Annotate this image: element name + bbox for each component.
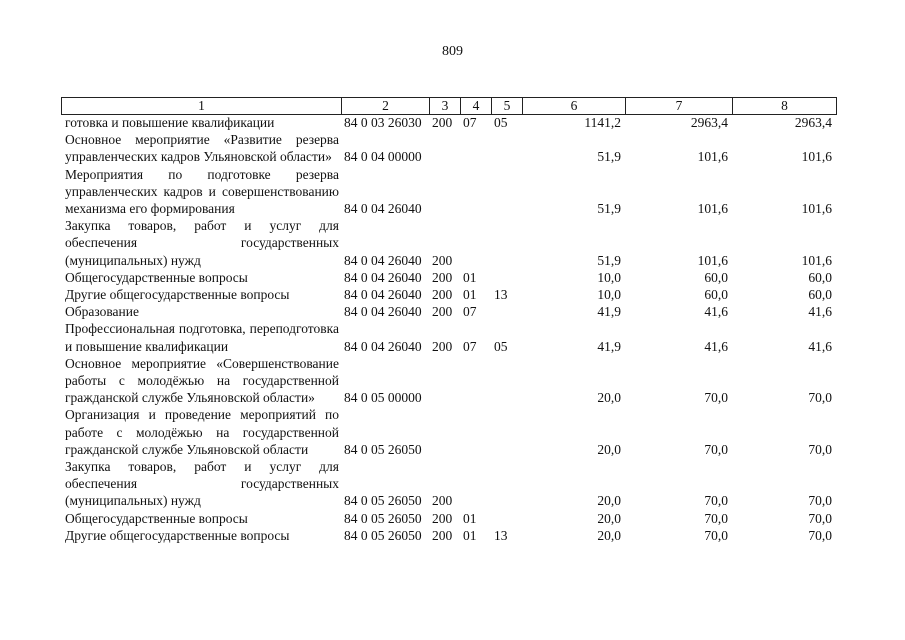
row-subsection: 13	[494, 287, 508, 303]
row-value-col8: 70,0	[808, 441, 832, 457]
row-value-col7: 2963,4	[690, 115, 728, 130]
row-expense-type: 200	[432, 510, 453, 526]
row-section: 07	[463, 115, 477, 130]
table-row	[61, 510, 836, 527]
row-value-col6: 51,9	[597, 149, 621, 165]
column-header-8: 8	[733, 98, 837, 115]
page-number: 809	[442, 44, 463, 59]
row-value-col6: 20,0	[597, 510, 621, 526]
row-code: 84 0 04 00000	[344, 149, 422, 165]
row-value-col7: 101,6	[697, 252, 728, 268]
table-row	[61, 269, 836, 286]
row-section: 07	[463, 304, 477, 320]
row-value-col7: 70,0	[704, 527, 728, 543]
row-value-col7: 70,0	[704, 441, 728, 457]
table-row	[61, 303, 836, 320]
row-section: 01	[463, 287, 477, 303]
row-expense-type	[429, 355, 460, 407]
table-row	[61, 320, 836, 354]
row-code: 84 0 04 26040	[344, 252, 422, 268]
row-code: 84 0 03 26030	[344, 115, 422, 130]
row-value-col7: 70,0	[704, 493, 728, 509]
row-code: 84 0 04 26040	[344, 201, 422, 217]
table-body	[61, 114, 836, 544]
row-section	[460, 131, 491, 165]
row-section: 01	[463, 527, 477, 543]
row-code: 84 0 05 26050	[344, 493, 422, 509]
row-code: 84 0 05 00000	[344, 390, 422, 406]
row-section	[460, 217, 491, 269]
row-subsection	[491, 458, 522, 510]
row-expense-type: 200	[432, 304, 453, 320]
row-value-col6: 10,0	[597, 269, 621, 285]
table-row	[61, 355, 836, 407]
row-value-col7: 70,0	[704, 390, 728, 406]
row-value-col6: 41,9	[597, 304, 621, 320]
row-code: 84 0 04 26040	[344, 269, 422, 285]
row-value-col7: 60,0	[704, 287, 728, 303]
row-code: 84 0 05 26050	[344, 527, 422, 543]
row-value-col6: 1141,2	[584, 115, 621, 130]
column-header-2: 2	[342, 98, 430, 115]
table-row	[61, 458, 836, 510]
row-section: 01	[463, 510, 477, 526]
row-expense-type	[429, 166, 460, 218]
table-row	[61, 406, 836, 458]
row-expense-type: 200	[432, 269, 453, 285]
row-value-col7: 41,6	[704, 304, 728, 320]
row-code: 84 0 05 26050	[344, 510, 422, 526]
row-name: Основное мероприятие «Развитие резерва управленческих кадров Ульяновской области»	[65, 132, 339, 165]
table-row	[61, 166, 836, 218]
row-section	[460, 406, 491, 458]
row-value-col8: 70,0	[808, 510, 832, 526]
row-name: Основное мероприятие «Совершенствование работы с молодёжью на государственной гражданской службе Ульяновской области»	[65, 355, 339, 406]
column-header-1: 1	[62, 98, 342, 115]
row-subsection	[491, 406, 522, 458]
row-value-col8: 70,0	[808, 390, 832, 406]
row-subsection	[491, 217, 522, 269]
column-header-5: 5	[492, 98, 523, 115]
row-name: готовка и повышение квалификации	[65, 115, 275, 130]
row-value-col6: 51,9	[597, 252, 621, 268]
row-section: 01	[463, 269, 477, 285]
row-value-col6: 20,0	[597, 390, 621, 406]
row-expense-type: 200	[432, 527, 453, 543]
row-name: Общегосударственные вопросы	[65, 510, 248, 526]
row-section	[460, 355, 491, 407]
row-value-col8: 101,6	[801, 252, 832, 268]
row-value-col8: 101,6	[801, 201, 832, 217]
table-row	[61, 131, 836, 165]
row-value-col6: 20,0	[597, 493, 621, 509]
row-value-col6: 10,0	[597, 287, 621, 303]
table-row	[61, 114, 836, 131]
row-value-col8: 41,6	[808, 304, 832, 320]
row-expense-type: 200	[432, 252, 453, 268]
row-value-col8: 2963,4	[794, 115, 832, 130]
budget-table	[61, 114, 836, 544]
row-name: Профессиональная подготовка, переподготовка и повышение квалификации	[65, 321, 339, 354]
row-name: Закупка товаров, работ и услуг для обеспечения государственных (муниципальных) нужд	[65, 218, 339, 268]
row-value-col7: 60,0	[704, 269, 728, 285]
row-value-col8: 60,0	[808, 287, 832, 303]
row-value-col8: 70,0	[808, 493, 832, 509]
row-subsection: 05	[494, 338, 508, 354]
row-code: 84 0 04 26040	[344, 338, 422, 354]
row-expense-type: 200	[432, 493, 453, 509]
row-value-col8: 101,6	[801, 149, 832, 165]
row-section: 07	[463, 338, 477, 354]
column-header-6: 6	[523, 98, 626, 115]
row-value-col6: 20,0	[597, 527, 621, 543]
column-number-header	[61, 97, 837, 115]
row-value-col6: 51,9	[597, 201, 621, 217]
row-subsection: 13	[494, 527, 508, 543]
row-name: Другие общегосударственные вопросы	[65, 287, 290, 303]
row-value-col6: 41,9	[597, 338, 621, 354]
row-expense-type	[429, 406, 460, 458]
row-value-col7: 101,6	[697, 201, 728, 217]
row-name: Мероприятия по подготовке резерва управленческих кадров и совершенствованию механизма его формирования	[65, 166, 339, 217]
row-value-col8: 41,6	[808, 338, 832, 354]
table-row	[61, 217, 836, 269]
row-subsection	[491, 355, 522, 407]
row-expense-type: 200	[432, 338, 453, 354]
row-value-col7: 41,6	[704, 338, 728, 354]
row-expense-type: 200	[432, 115, 453, 130]
row-code: 84 0 05 26050	[344, 441, 422, 457]
row-name: Общегосударственные вопросы	[65, 269, 248, 285]
column-header-7: 7	[626, 98, 733, 115]
row-name: Организация и проведение мероприятий по работе с молодёжью на государственной гражданской службе Ульяновской области	[65, 407, 339, 457]
column-header-3: 3	[430, 98, 461, 115]
row-value-col8: 70,0	[808, 527, 832, 543]
row-expense-type	[429, 131, 460, 165]
row-section	[460, 458, 491, 510]
row-value-col7: 70,0	[704, 510, 728, 526]
row-section	[460, 166, 491, 218]
table-row	[61, 527, 836, 544]
row-subsection	[491, 510, 522, 527]
row-code: 84 0 04 26040	[344, 287, 422, 303]
row-name: Закупка товаров, работ и услуг для обеспечения государственных (муниципальных) нужд	[65, 459, 339, 509]
row-name: Другие общегосударственные вопросы	[65, 527, 290, 543]
row-subsection	[491, 269, 522, 286]
row-name: Образование	[65, 304, 139, 320]
row-expense-type: 200	[432, 287, 453, 303]
row-value-col8: 60,0	[808, 269, 832, 285]
row-subsection	[491, 303, 522, 320]
row-value-col6: 20,0	[597, 441, 621, 457]
table-row	[61, 286, 836, 303]
row-subsection	[491, 131, 522, 165]
row-code: 84 0 04 26040	[344, 304, 422, 320]
row-subsection	[491, 166, 522, 218]
row-subsection: 05	[494, 115, 508, 130]
row-value-col7: 101,6	[697, 149, 728, 165]
column-header-4: 4	[461, 98, 492, 115]
